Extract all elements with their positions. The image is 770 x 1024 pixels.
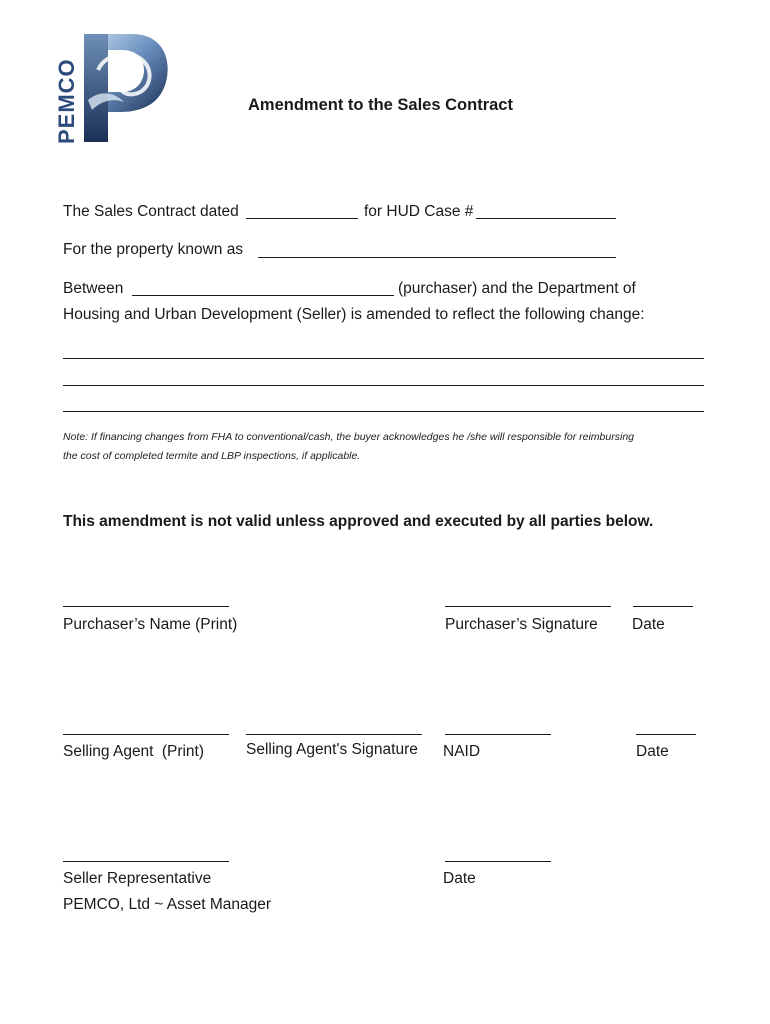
- amended-text: Housing and Urban Development (Seller) is amended to reflect the following change:: [63, 306, 645, 323]
- purchaser-signature-line[interactable]: [445, 606, 611, 607]
- document-title: Amendment to the Sales Contract: [248, 96, 513, 114]
- change-line-1[interactable]: [63, 358, 704, 359]
- change-line-2[interactable]: [63, 385, 704, 386]
- naid-line[interactable]: [445, 734, 551, 735]
- agent-signature-line[interactable]: [246, 734, 422, 735]
- agent-signature-label: Selling Agent's Signature: [246, 741, 418, 758]
- change-line-3[interactable]: [63, 411, 704, 412]
- selling-agent-print-text: (Print): [161, 743, 205, 760]
- agent-date-label: Date: [636, 743, 669, 760]
- purchaser-name-field[interactable]: [132, 295, 394, 296]
- between-label: Between: [63, 280, 124, 297]
- note-line-2: the cost of completed termite and LBP inspections, if applicable.: [63, 450, 361, 462]
- purchaser-name-label: Purchaser’s Name (Print): [63, 616, 238, 633]
- naid-label: NAID: [443, 743, 481, 760]
- pemco-logo: [54, 30, 174, 146]
- hud-case-label: for HUD Case #: [364, 203, 474, 220]
- seller-date-line[interactable]: [445, 861, 551, 862]
- selling-agent-label: [63, 743, 204, 761]
- purchaser-date-line[interactable]: [633, 606, 693, 607]
- purchaser-department-label: (purchaser) and the Department of: [398, 280, 636, 297]
- purchaser-date-label: Date: [632, 616, 665, 633]
- property-address-field[interactable]: [258, 257, 616, 258]
- selling-agent-text: Selling Agent: [63, 743, 154, 760]
- agent-print-name-line[interactable]: [63, 734, 229, 735]
- logo-text: PEMCO: [54, 58, 79, 144]
- purchaser-print-name-line[interactable]: [63, 606, 229, 607]
- hud-case-number-field[interactable]: [476, 218, 616, 219]
- property-known-as-label: For the property known as: [63, 241, 244, 258]
- validity-statement: This amendment is not valid unless approved and executed by all parties below.: [63, 513, 654, 530]
- seller-date-label: Date: [443, 870, 476, 887]
- note-line-1: Note: If financing changes from FHA to conventional/cash, the buyer acknowledges he /she will responsible for reimbursing: [63, 431, 634, 443]
- purchaser-signature-label: Purchaser’s Signature: [445, 616, 598, 633]
- asset-manager-label: PEMCO, Ltd ~ Asset Manager: [63, 896, 272, 913]
- contract-date-field[interactable]: [246, 218, 358, 219]
- pemco-logo-graphic: [54, 30, 174, 146]
- seller-representative-label: Seller Representative: [63, 870, 212, 887]
- seller-rep-line[interactable]: [63, 861, 229, 862]
- sales-contract-dated-label: The Sales Contract dated: [63, 203, 239, 220]
- agent-date-line[interactable]: [636, 734, 696, 735]
